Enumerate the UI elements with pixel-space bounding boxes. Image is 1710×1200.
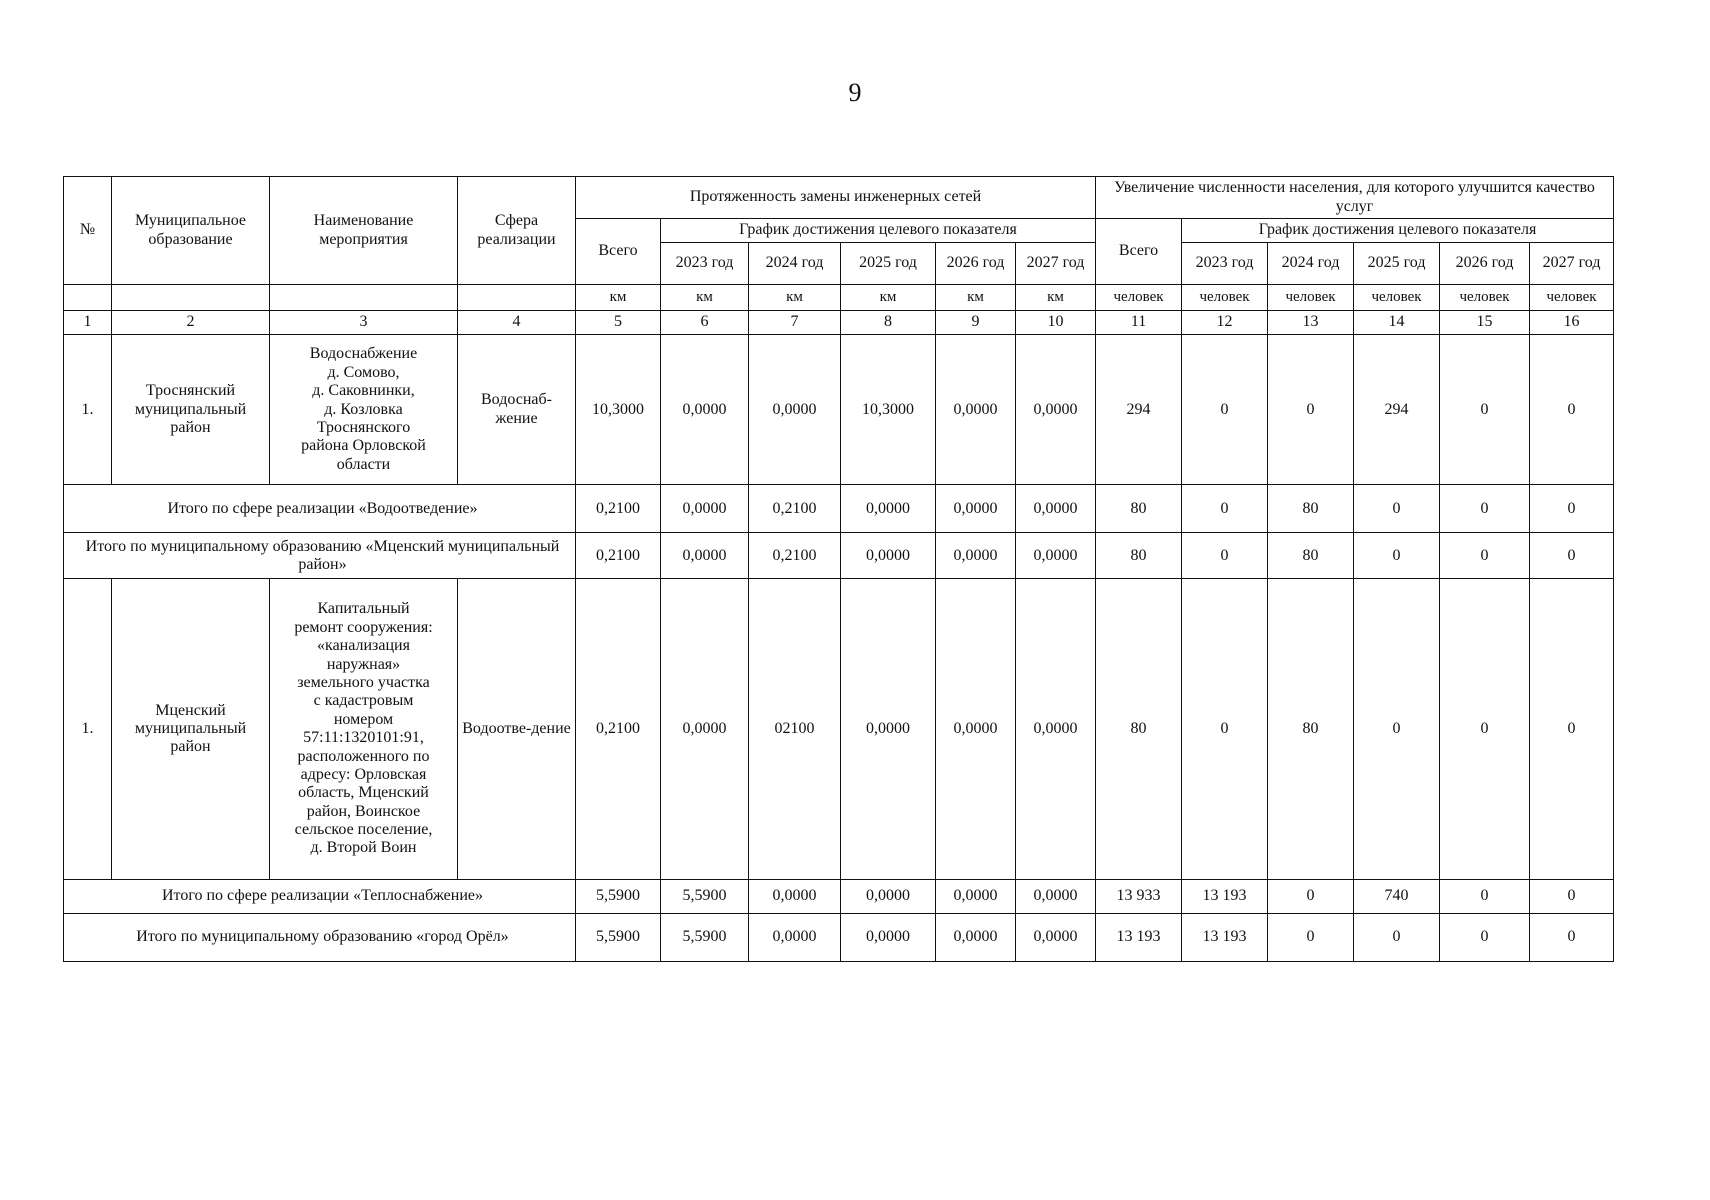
population-value: 0	[1182, 335, 1268, 485]
header-population-schedule: График достижения целевого показателя	[1182, 219, 1614, 243]
table-row	[64, 579, 1614, 879]
length-value: 0,0000	[661, 335, 749, 485]
column-number: 2	[112, 311, 270, 335]
row-number: 1.	[64, 579, 112, 879]
event-line: области	[336, 455, 391, 473]
column-number: 3	[270, 311, 458, 335]
column-number: 8	[841, 311, 936, 335]
unit-people: человек	[1440, 285, 1530, 311]
total-label: Итого по муниципальному образованию «город Орёл»	[64, 913, 576, 961]
length-value: 0,0000	[841, 879, 936, 913]
length-value: 5,5900	[661, 913, 749, 961]
unit-km: км	[749, 285, 841, 311]
header-length-year: 2024 год	[749, 243, 841, 285]
unit-km: км	[841, 285, 936, 311]
event-line: район, Воинское	[306, 802, 421, 820]
total-row	[64, 485, 1614, 533]
population-value: 0	[1182, 485, 1268, 533]
header-population-year: 2026 год	[1440, 243, 1530, 285]
column-number: 7	[749, 311, 841, 335]
population-value: 0	[1530, 485, 1614, 533]
length-value: 0,0000	[936, 879, 1016, 913]
row-number: 1.	[64, 335, 112, 485]
header-sphere: Сфера реализации	[458, 177, 576, 285]
event-line: района Орловской	[301, 437, 426, 455]
sphere-name: Водоснаб-жение	[458, 335, 576, 485]
event-line: д. Второй Воин	[310, 839, 417, 857]
column-number: 10	[1016, 311, 1096, 335]
length-value: 0,0000	[936, 533, 1016, 579]
length-value: 0,2100	[749, 485, 841, 533]
length-value: 10,3000	[576, 335, 661, 485]
header-population-year: 2027 год	[1530, 243, 1614, 285]
header-num: №	[64, 177, 112, 285]
table-row	[64, 335, 1614, 485]
population-value: 13 193	[1182, 913, 1268, 961]
column-number: 12	[1182, 311, 1268, 335]
event-line: 57:11:1320101:91,	[303, 729, 424, 747]
population-value: 740	[1354, 879, 1440, 913]
length-value: 0,0000	[661, 579, 749, 879]
length-value: 0,0000	[841, 913, 936, 961]
event-line: Капитальный	[317, 600, 410, 618]
column-number: 14	[1354, 311, 1440, 335]
population-value: 0	[1182, 533, 1268, 579]
length-value: 0,0000	[936, 579, 1016, 879]
length-value: 0,0000	[749, 879, 841, 913]
length-value: 0,0000	[841, 579, 936, 879]
header-length-total: Всего	[576, 219, 661, 285]
population-value: 13 193	[1182, 879, 1268, 913]
population-value: 80	[1096, 579, 1182, 879]
length-value: 02100	[749, 579, 841, 879]
total-row	[64, 913, 1614, 961]
header-population-year: 2024 год	[1268, 243, 1354, 285]
population-value: 0	[1530, 879, 1614, 913]
length-value: 0,2100	[576, 579, 661, 879]
length-value: 0,0000	[749, 335, 841, 485]
length-value: 5,5900	[661, 879, 749, 913]
event-line: Водоснабжение	[309, 345, 418, 363]
unit-people: человек	[1530, 285, 1614, 311]
header-population-total: Всего	[1096, 219, 1182, 285]
sphere-name: Водоотве-дение	[458, 579, 576, 879]
event-line: «канализация	[317, 637, 410, 655]
header-length-group: Протяженность замены инженерных сетей	[576, 177, 1096, 219]
total-label: Итого по муниципальному образованию «Мценский муниципальный район»	[64, 533, 576, 579]
population-value: 0	[1530, 335, 1614, 485]
length-value: 0,0000	[1016, 879, 1096, 913]
header-length-schedule: График достижения целевого показателя	[661, 219, 1096, 243]
event-line: область, Мценский	[298, 784, 429, 802]
event-line: адресу: Орловская	[300, 765, 427, 783]
population-value: 0	[1354, 913, 1440, 961]
length-value: 5,5900	[576, 913, 661, 961]
column-number: 4	[458, 311, 576, 335]
population-value: 0	[1268, 913, 1354, 961]
length-value: 0,0000	[936, 913, 1016, 961]
unit-people: человек	[1354, 285, 1440, 311]
population-value: 0	[1268, 335, 1354, 485]
header-municipal: Муниципальное образование	[112, 177, 270, 285]
event-line: ремонт сооружения:	[294, 618, 433, 636]
population-value: 0	[1268, 879, 1354, 913]
event-line: с кадастровым	[313, 692, 414, 710]
length-value: 0,0000	[936, 485, 1016, 533]
event-name	[270, 335, 458, 485]
length-value: 0,0000	[1016, 485, 1096, 533]
header-event-name: Наименование мероприятия	[270, 177, 458, 285]
population-value: 0	[1354, 485, 1440, 533]
event-line: земельного участка	[297, 673, 430, 691]
unit-km: км	[1016, 285, 1096, 311]
column-number: 13	[1268, 311, 1354, 335]
column-number: 6	[661, 311, 749, 335]
population-value: 0	[1530, 913, 1614, 961]
length-value: 0,2100	[576, 485, 661, 533]
population-value: 80	[1268, 579, 1354, 879]
municipal-name: Мценский муниципальный район	[112, 579, 270, 879]
indicators-table	[63, 176, 1614, 962]
total-row	[64, 533, 1614, 579]
unit-km: км	[936, 285, 1016, 311]
population-value: 80	[1096, 533, 1182, 579]
event-line: сельское поселение,	[294, 821, 433, 839]
population-value: 13 933	[1096, 879, 1182, 913]
population-value: 0	[1440, 913, 1530, 961]
length-value: 0,0000	[1016, 335, 1096, 485]
length-value: 0,0000	[841, 533, 936, 579]
population-value: 0	[1530, 579, 1614, 879]
length-value: 0,0000	[841, 485, 936, 533]
unit-km: км	[576, 285, 661, 311]
unit-people: человек	[1182, 285, 1268, 311]
header-population-year: 2025 год	[1354, 243, 1440, 285]
length-value: 0,0000	[1016, 913, 1096, 961]
unit-km: км	[661, 285, 749, 311]
length-value: 0,0000	[661, 533, 749, 579]
total-row	[64, 879, 1614, 913]
population-value: 0	[1440, 879, 1530, 913]
total-label: Итого по сфере реализации «Теплоснабжение»	[64, 879, 576, 913]
length-value: 0,0000	[661, 485, 749, 533]
column-number: 5	[576, 311, 661, 335]
header-length-year: 2023 год	[661, 243, 749, 285]
event-name	[270, 579, 458, 879]
column-number-row	[64, 311, 1614, 335]
column-number: 15	[1440, 311, 1530, 335]
population-value: 0	[1354, 579, 1440, 879]
population-value: 0	[1440, 485, 1530, 533]
municipal-name: Троснянский муниципальный район	[112, 335, 270, 485]
population-value: 80	[1096, 485, 1182, 533]
population-value: 13 193	[1096, 913, 1182, 961]
event-line: д. Саковнинки,	[312, 382, 415, 400]
column-number: 11	[1096, 311, 1182, 335]
length-value: 0,2100	[576, 533, 661, 579]
header-length-year: 2025 год	[841, 243, 936, 285]
population-value: 294	[1096, 335, 1182, 485]
column-number: 9	[936, 311, 1016, 335]
total-label: Итого по сфере реализации «Водоотведение»	[64, 485, 576, 533]
event-line: номером	[333, 710, 394, 728]
length-value: 5,5900	[576, 879, 661, 913]
population-value: 294	[1354, 335, 1440, 485]
column-number: 16	[1530, 311, 1614, 335]
event-line: расположенного по	[297, 747, 430, 765]
length-value: 0,0000	[1016, 533, 1096, 579]
length-value: 0,0000	[936, 335, 1016, 485]
population-value: 0	[1440, 579, 1530, 879]
column-number: 1	[64, 311, 112, 335]
population-value: 80	[1268, 485, 1354, 533]
page-number: 9	[848, 78, 862, 107]
population-value: 0	[1354, 533, 1440, 579]
length-value: 0,0000	[1016, 579, 1096, 879]
unit-people: человек	[1096, 285, 1182, 311]
header-length-year: 2027 год	[1016, 243, 1096, 285]
population-value: 80	[1268, 533, 1354, 579]
population-value: 0	[1182, 579, 1268, 879]
event-line: д. Козловка	[324, 400, 403, 418]
event-line: Троснянского	[316, 418, 411, 436]
length-value: 0,0000	[749, 913, 841, 961]
population-value: 0	[1440, 335, 1530, 485]
length-value: 0,2100	[749, 533, 841, 579]
event-line: наружная»	[326, 655, 401, 673]
population-value: 0	[1440, 533, 1530, 579]
header-population-year: 2023 год	[1182, 243, 1268, 285]
unit-people: человек	[1268, 285, 1354, 311]
length-value: 10,3000	[841, 335, 936, 485]
header-length-year: 2026 год	[936, 243, 1016, 285]
header-population-group: Увеличение численности населения, для которого улучшится качество услуг	[1096, 177, 1614, 219]
population-value: 0	[1530, 533, 1614, 579]
event-line: д. Сомово,	[327, 363, 400, 381]
